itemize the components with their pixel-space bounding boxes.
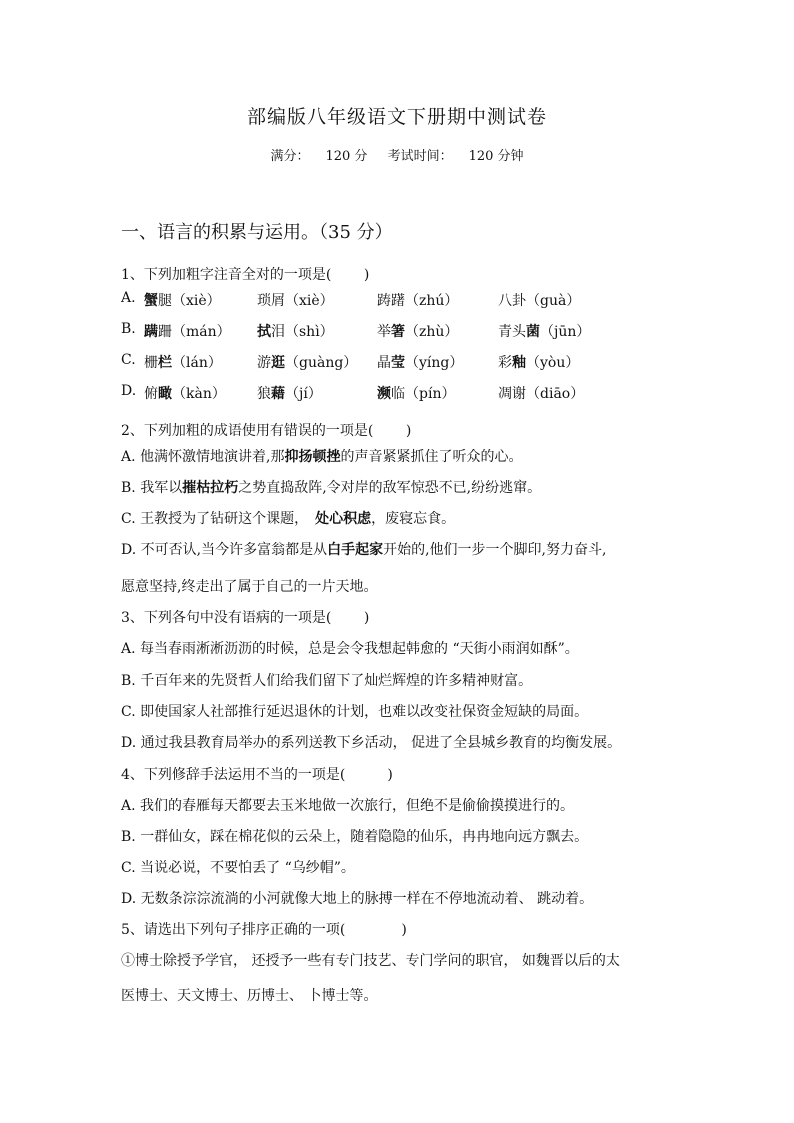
bold-character: 莹 <box>391 355 405 371</box>
pinyin-item <box>377 352 463 372</box>
question-4-stem: 4、下列修辞手法运用不当的一项是( ) <box>121 767 393 783</box>
question-4-option-c: C. 当说必说，不要怕丢了 “乌纱帽”。 <box>121 860 355 876</box>
pinyin-item <box>257 383 322 403</box>
bold-character: 釉 <box>512 355 526 371</box>
option-text: ，废寝忘食。 <box>371 511 456 527</box>
item-text: （lán） <box>172 355 222 371</box>
pinyin-item <box>144 321 231 341</box>
question-3-option-a: A. 每当春雨淅淅沥沥的时候，总是会令我想起韩愈的 “天街小雨润如酥”。 <box>121 641 579 657</box>
option-label: D. <box>121 383 137 399</box>
item-text: 晶 <box>377 355 391 371</box>
bold-character: 箸 <box>391 324 405 340</box>
bold-character: 瞰 <box>158 386 172 402</box>
item-text: （kàn） <box>172 386 226 402</box>
time-label: 考试时间： <box>387 149 453 164</box>
question-2-option-c <box>121 508 455 528</box>
question-4-option-d: D. 无数条淙淙流淌的小河就像大地上的脉搏一样在不停地流动着、 跳动着。 <box>121 891 594 907</box>
pinyin-item <box>377 321 458 341</box>
pinyin-item <box>498 321 590 341</box>
item-text: 狼 <box>257 386 271 402</box>
pinyin-item <box>498 383 584 403</box>
exam-meta <box>0 145 794 164</box>
item-text: 跚（mán） <box>158 324 231 340</box>
item-text: 琐 <box>257 293 271 309</box>
item-text: 栅 <box>144 355 158 371</box>
pinyin-item <box>377 290 458 310</box>
option-label: B. <box>121 321 136 337</box>
item-text: 八 <box>498 293 512 309</box>
bold-character: 蟹 <box>144 293 158 309</box>
option-text: 开始的,他们一步一个脚印,努力奋斗, <box>383 542 607 558</box>
item-text: 凋谢（diāo） <box>498 386 585 402</box>
question-3-option-d: D. 通过我县教育局举办的系列送教下乡活动， 促进了全县城乡教育的均衡发展。 <box>121 735 622 751</box>
bold-character: 濒 <box>377 386 391 402</box>
item-text: （yíng） <box>405 355 464 371</box>
item-text: （zhù） <box>405 324 459 340</box>
pinyin-item <box>144 383 226 403</box>
bold-character: 蹒 <box>144 324 158 340</box>
question-4-option-a: A. 我们的春雁每天都要去玉米地做一次旅行，但绝不是偷偷摸摸进行的。 <box>121 798 575 814</box>
item-text: 青头 <box>498 324 526 340</box>
question-2-stem: 2、下列加粗的成语使用有错误的一项是( ) <box>121 423 412 439</box>
option-text: 之势直捣敌阵,令对岸的敌军惊恐不已,纷纷逃窜。 <box>238 480 542 496</box>
item-text: （yòu） <box>526 355 580 371</box>
item-text: 腿（xiè） <box>158 293 221 309</box>
section-heading: 一、语言的积累与运用。（35 分） <box>121 222 393 243</box>
item-text: 彩 <box>498 355 512 371</box>
question-2-option-a <box>121 446 522 466</box>
question-3-stem: 3、下列各句中没有语病的一项是( ) <box>121 610 370 626</box>
item-text: 俯 <box>144 386 158 402</box>
item-text: 举 <box>377 324 391 340</box>
bold-idiom: 处心积虑 <box>315 511 372 527</box>
question-2-option-b <box>121 477 541 497</box>
pinyin-item <box>257 352 357 372</box>
option-text: A. 他满怀激情地演讲着,那 <box>121 449 285 465</box>
option-text: C. 王教授为了钻研这个课题， <box>121 511 316 527</box>
bold-character: 藉 <box>271 386 285 402</box>
item-text: （jūn） <box>540 324 591 340</box>
bold-idiom: 白手起家 <box>327 542 384 558</box>
question-4-option-b: B. 一群仙女，踩在棉花似的云朵上，随着隐隐的仙乐，冉冉地向远方飘去。 <box>121 829 589 845</box>
question-5-sentence-1-continued: 医博士、天文博士、历博士、 卜博士等。 <box>121 988 378 1004</box>
bold-character: 菌 <box>526 324 540 340</box>
item-text: 踌躇（zhú） <box>377 293 459 309</box>
bold-idiom: 摧枯拉朽 <box>182 480 239 496</box>
pinyin-item <box>257 290 334 310</box>
option-text: 的声音紧紧抓住了听众的心。 <box>340 449 523 465</box>
pinyin-item <box>144 290 221 310</box>
question-2-option-d <box>121 539 606 559</box>
item-text: 游 <box>257 355 271 371</box>
score-value: 120 分 <box>325 149 368 164</box>
pinyin-item <box>377 383 455 403</box>
item-text: 泪（shì） <box>271 324 334 340</box>
bold-character: 栏 <box>158 355 172 371</box>
question-3-option-c: C. 即使国家人社部推行延迟退休的计划，也难以改变社保资金短缺的局面。 <box>121 704 589 720</box>
question-2-option-d-continued: 愿意坚持,终走出了属于自己的一片天地。 <box>121 579 378 595</box>
item-text: （guàng） <box>285 355 358 371</box>
question-5-sentence-1: ①博士除授予学官， 还授予一些有专门技艺、专门学问的职官， 如魏晋以后的太 <box>121 953 620 969</box>
question-3-option-b: B. 千百年来的先贤哲人们给我们留下了灿烂辉煌的许多精神财富。 <box>121 673 533 689</box>
bold-character: 拭 <box>257 324 271 340</box>
pinyin-item <box>144 352 222 372</box>
page-title: 部编版八年级语文下册期中测试卷 <box>246 106 547 128</box>
score-label: 满分： <box>270 149 310 164</box>
pinyin-item <box>498 290 580 310</box>
pinyin-item <box>498 352 579 372</box>
option-text: B. 我军以 <box>121 480 183 496</box>
bold-character: 逛 <box>271 355 285 371</box>
question-1-stem: 1、下列加粗字注音全对的一项是( ) <box>121 267 370 283</box>
bold-idiom: 抑扬顿挫 <box>284 449 341 465</box>
option-text: D. 不可否认,当今许多富翁都是从 <box>121 542 328 558</box>
pinyin-item <box>257 321 334 341</box>
question-5-stem: 5、请选出下列句子排序正确的一项( ) <box>121 922 407 938</box>
option-label: A. <box>121 290 136 306</box>
option-label: C. <box>121 352 136 368</box>
item-text: 卦（guà） <box>512 293 581 309</box>
item-text: （jí） <box>285 386 322 402</box>
item-text: 临（pín） <box>391 386 456 402</box>
time-value: 120 分钟 <box>468 149 524 164</box>
item-text: 屑（xiè） <box>271 293 334 309</box>
